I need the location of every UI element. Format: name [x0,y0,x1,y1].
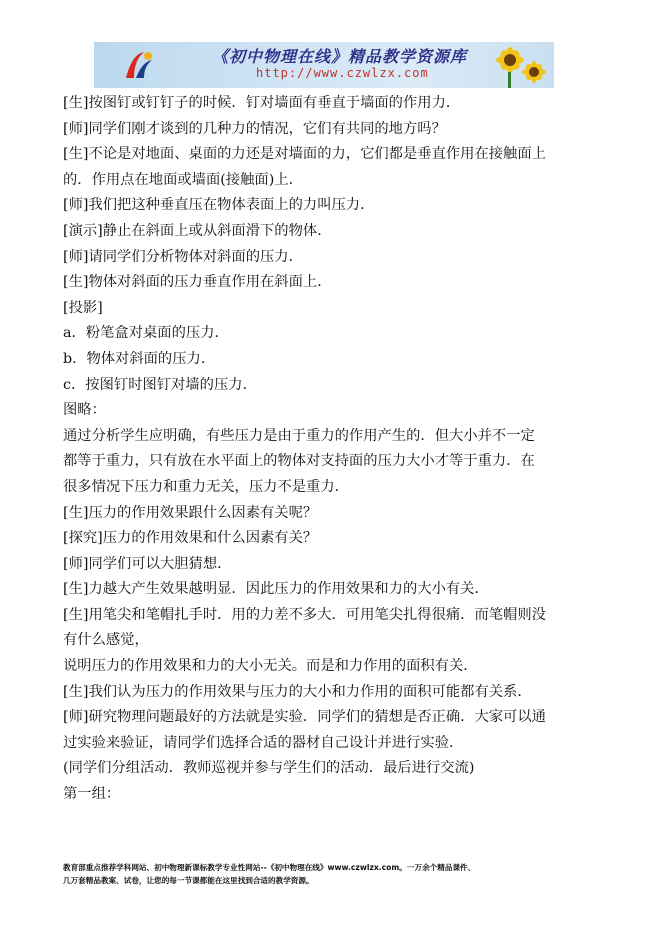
text-line: [师]我们把这种垂直压在物体表面上的力叫压力． [63,197,375,214]
text-line: 很多情况下压力和重力无关，压力不是重力． [63,478,349,495]
text-line: 的．作用点在地面或墙面(接触面)上． [63,171,303,188]
text-line: [生]压力的作用效果跟什么因素有关呢？ [63,504,318,521]
text-line: 都等于重力，只有放在水平面上的物体对支持面的压力大小才等于重力．在 [63,453,535,470]
text-line: [师]请同学们分析物体对斜面的压力． [63,248,303,265]
text-line: c．按图钉时图钉对墙的压力． [63,376,257,393]
text-line: [师]同学们刚才谈到的几种力的情况，它们有共同的地方吗？ [63,120,446,137]
sunflower-icon [488,46,550,88]
text-line: 第一组： [63,786,121,803]
text-line: [投影] [63,299,103,316]
text-line: [生]用笔尖和笔帽扎手时．用的力差不多大．可用笔尖扎得很痛．而笔帽则没 [63,606,546,623]
text-line: [生]按图钉或钉钉子的时候．钉对墙面有垂直于墙面的作用力． [63,95,461,111]
site-title: 《初中物理在线》精品教学资源库 [212,47,468,66]
header-banner [94,42,554,88]
site-logo-icon [122,48,156,82]
text-line: [生]不论是对地面、桌面的力还是对墙面的力，它们都是垂直作用在接触面上 [63,146,546,163]
page-footer [63,861,603,887]
text-line: 说明压力的作用效果和力的大小无关。而是和力作用的面积有关． [63,658,478,675]
document-body [63,91,597,808]
text-line: 图略： [63,402,106,419]
text-line: a．粉笔盒对桌面的压力． [63,325,229,342]
text-line: [生]物体对斜面的压力垂直作用在斜面上． [63,274,332,291]
text-line: 通过分析学生应明确，有些压力是由于重力的作用产生的．但大小并不一定 [63,427,535,444]
text-line: 过实验来验证，请同学们选择合适的器材自己设计并进行实验． [63,734,464,751]
footer-line-2: 几万套精品教案、试卷，让您的每一节课都能在这里找到合适的教学资源。 [63,876,314,885]
text-line: (同学们分组活动．教师巡视并参与学生们的活动．最后进行交流) [63,760,475,777]
text-line: [生]力越大产生效果越明显．因此压力的作用效果和力的大小有关． [63,581,489,598]
text-line: [生]我们认为压力的作用效果与压力的大小和力作用的面积可能都有关系． [63,683,532,700]
site-url[interactable]: http://www.czwlzx.com [256,66,429,80]
text-line: [探究]压力的作用效果和什么因素有关？ [63,530,318,547]
text-line: 有什么感觉， [63,632,149,649]
text-line: [师]同学们可以大胆猜想． [63,555,232,572]
footer-line-1: 教育部重点推荐学科网站、初中物理新课标教学专业性网站--《初中物理在线》www.czwlzx.com。一万余个精品课件、 [63,863,476,872]
text-line: [师]研究物理问题最好的方法就是实验．同学们的猜想是否正确．大家可以通 [63,709,546,726]
text-line: [演示]静止在斜面上或从斜面滑下的物体． [63,222,332,239]
text-line: b．物体对斜面的压力． [63,350,216,367]
